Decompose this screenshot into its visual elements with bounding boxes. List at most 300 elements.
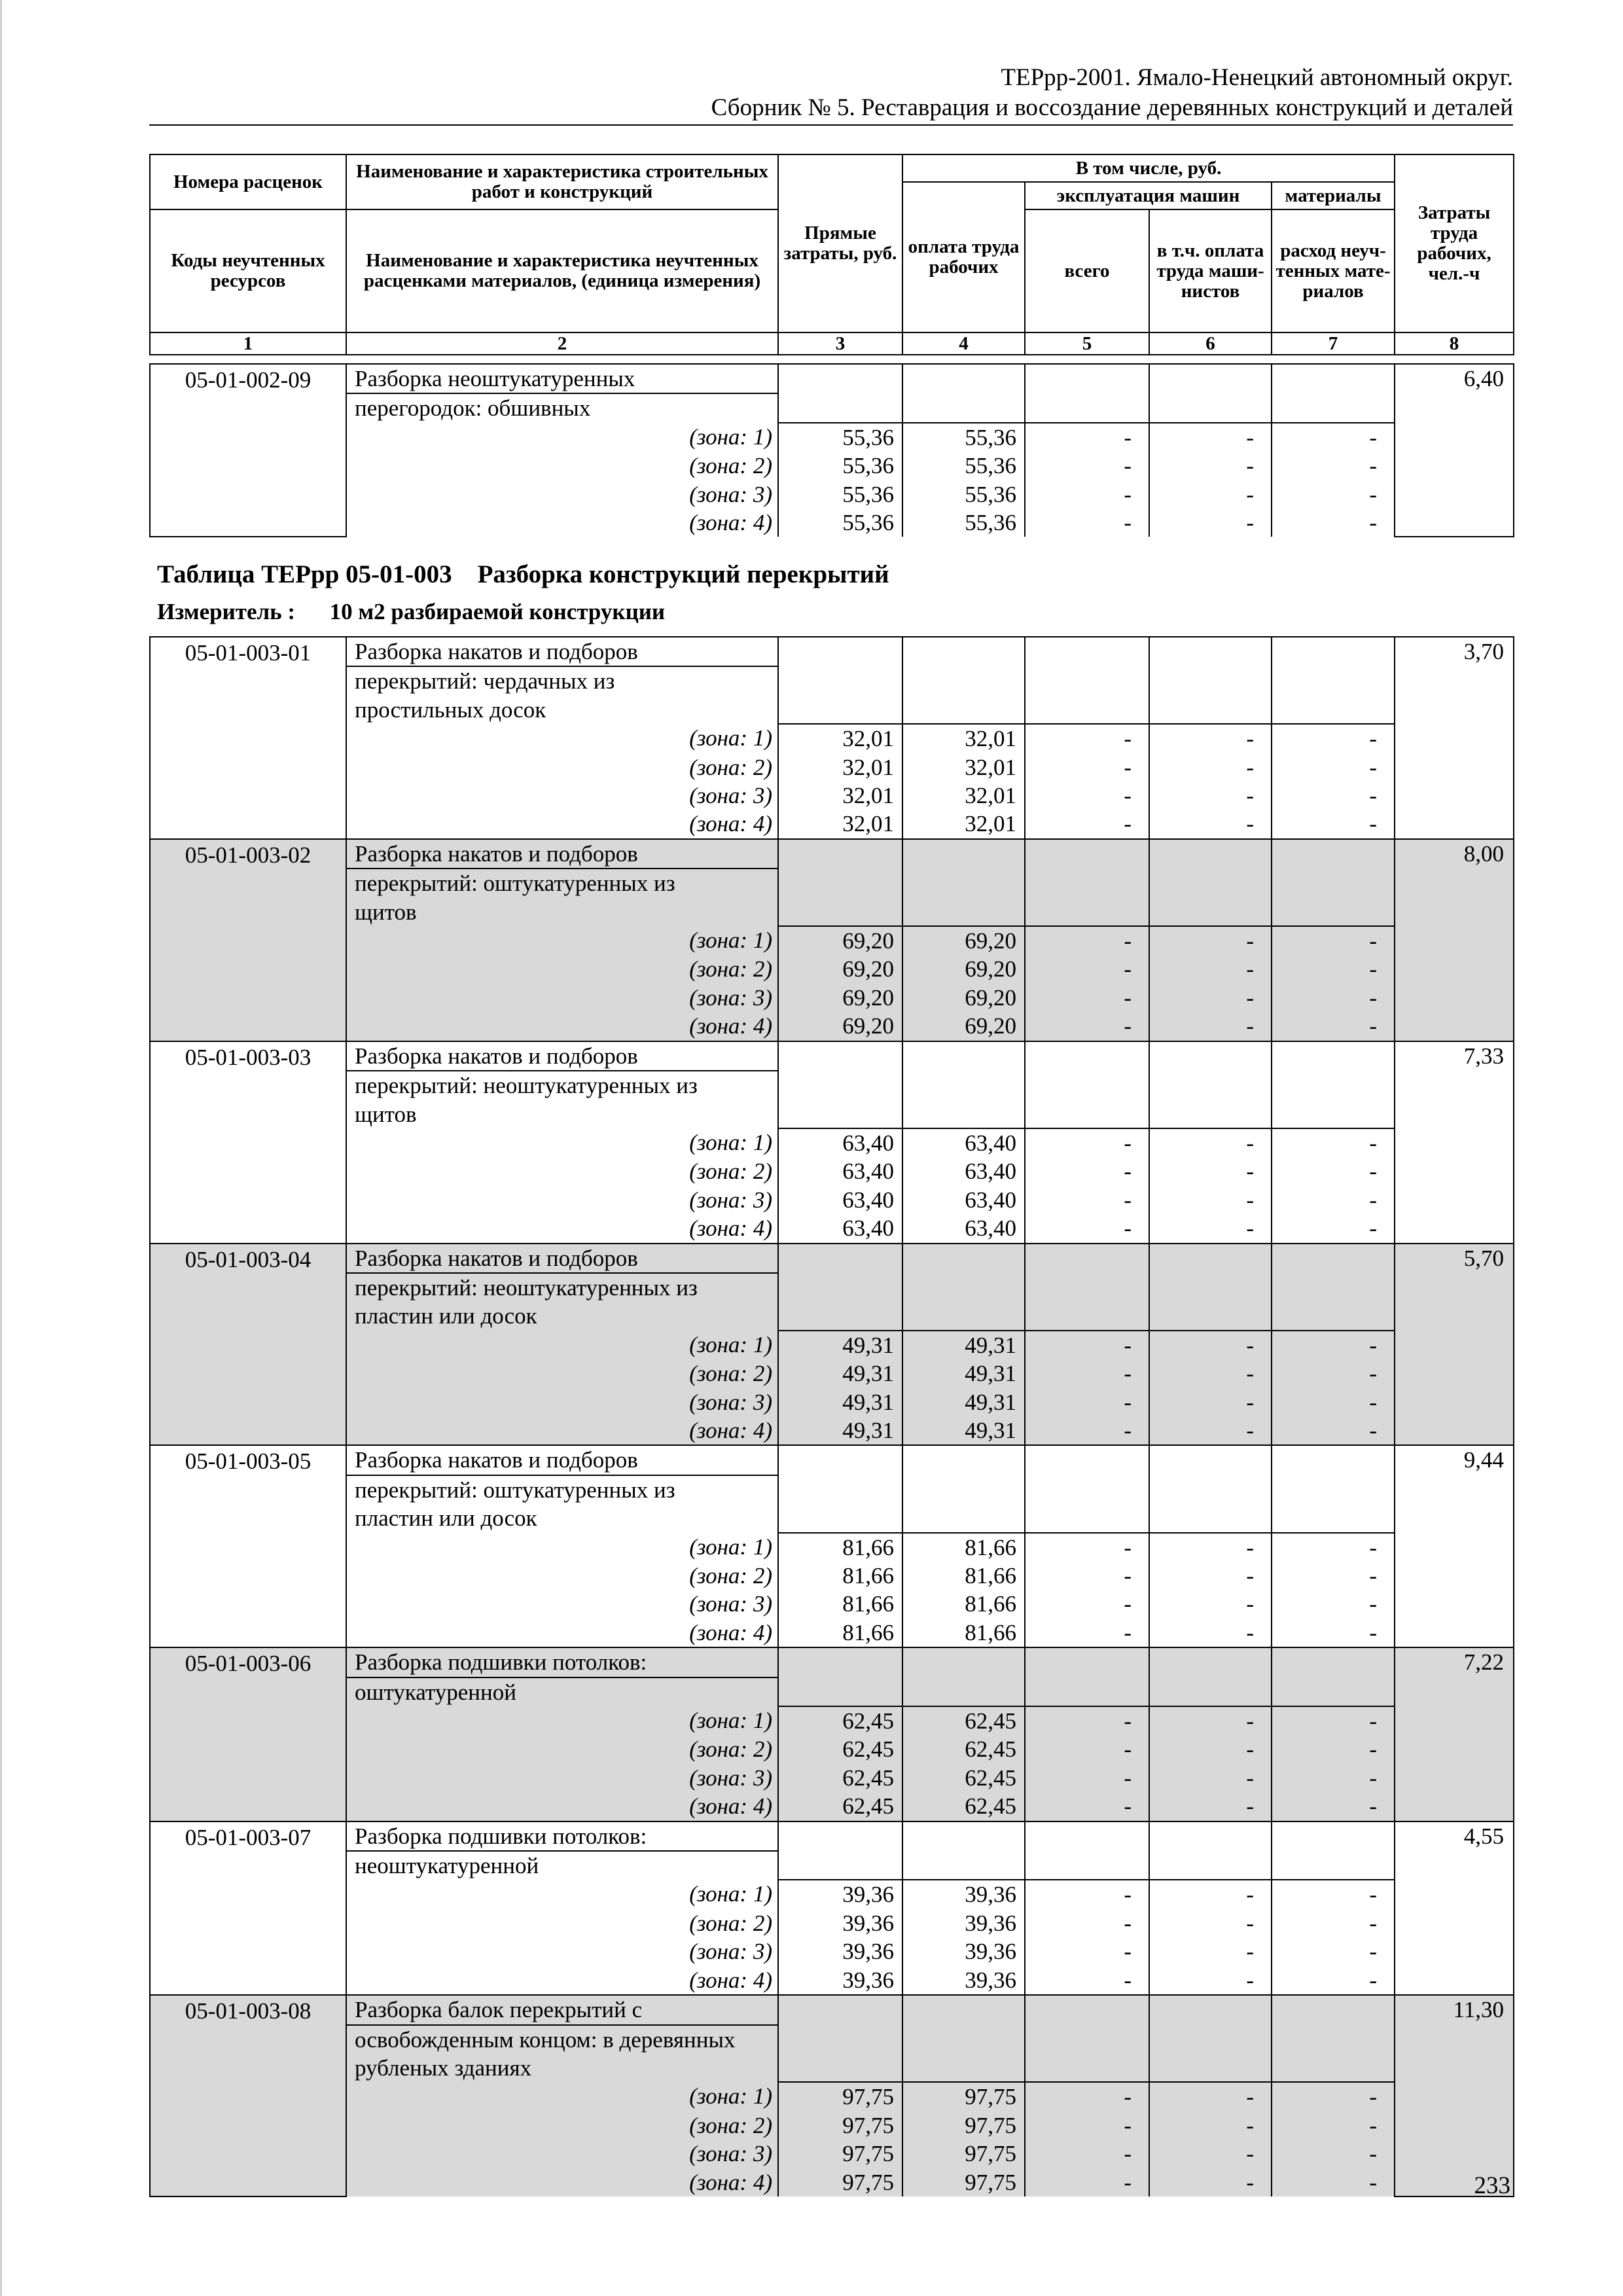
material-cell bbox=[1272, 1647, 1395, 1706]
direct-cost: 49,31 bbox=[778, 1359, 902, 1388]
machine-total-cell bbox=[1025, 1821, 1149, 1880]
wages-cell bbox=[902, 1041, 1025, 1128]
table-row bbox=[150, 1995, 1514, 2024]
material-consumption: - bbox=[1272, 724, 1395, 753]
header-line-1: ТЕРрр-2001. Ямало-Ненецкий автономный округ. bbox=[1001, 64, 1513, 91]
table-row bbox=[150, 955, 1514, 983]
machine-wages: - bbox=[1149, 1937, 1272, 1965]
direct-cost: 63,40 bbox=[778, 1214, 902, 1243]
material-consumption: - bbox=[1272, 1416, 1395, 1445]
direct-cost: 32,01 bbox=[778, 810, 902, 838]
wages: 62,45 bbox=[902, 1792, 1025, 1821]
header-including: В том числе, руб. bbox=[902, 154, 1395, 182]
wages: 62,45 bbox=[902, 1764, 1025, 1792]
direct-cost: 97,75 bbox=[778, 2082, 902, 2111]
material-consumption: - bbox=[1272, 1590, 1395, 1618]
direct-cost: 81,66 bbox=[778, 1590, 902, 1618]
rate-code: 05-01-002-09 bbox=[150, 364, 346, 537]
wages-cell bbox=[902, 1995, 1025, 2082]
machine-wages: - bbox=[1149, 1619, 1272, 1647]
rates-table-05-01-003 bbox=[149, 636, 1514, 2197]
table-row bbox=[150, 1937, 1514, 1965]
material-consumption: - bbox=[1272, 1012, 1395, 1041]
wages-cell bbox=[902, 1821, 1025, 1880]
wages: 39,36 bbox=[902, 1966, 1025, 1995]
header-wages: оплата труда рабочих bbox=[902, 182, 1025, 332]
rate-name-line: пластин или досок bbox=[346, 1302, 778, 1330]
machine-total: - bbox=[1025, 1937, 1149, 1965]
material-cell bbox=[1272, 1445, 1395, 1532]
machine-total: - bbox=[1025, 1331, 1149, 1359]
zone-label: (зона: 3) bbox=[346, 781, 778, 810]
rate-code: 05-01-003-02 bbox=[150, 839, 346, 1041]
direct-cost: 49,31 bbox=[778, 1416, 902, 1445]
material-cell bbox=[1272, 364, 1395, 423]
direct-cost: 63,40 bbox=[778, 1186, 902, 1214]
zone-label: (зона: 3) bbox=[346, 2140, 778, 2168]
direct-cost: 81,66 bbox=[778, 1619, 902, 1647]
rate-name-line: Разборка подшивки потолков: bbox=[346, 1647, 778, 1677]
zone-label: (зона: 2) bbox=[346, 1562, 778, 1590]
column-number: 5 bbox=[1025, 332, 1149, 355]
direct-cost-cell bbox=[778, 1995, 902, 2082]
labor-costs: 5,70 bbox=[1395, 1244, 1514, 1446]
machine-total: - bbox=[1025, 1416, 1149, 1445]
material-consumption: - bbox=[1272, 955, 1395, 983]
table-row bbox=[150, 1792, 1514, 1821]
table-row bbox=[150, 364, 1514, 393]
table-row bbox=[150, 1359, 1514, 1388]
table-row bbox=[150, 1735, 1514, 1763]
machine-wages-cell bbox=[1149, 839, 1272, 926]
wages: 39,36 bbox=[902, 1880, 1025, 1909]
page-edge bbox=[0, 0, 2, 2296]
table-row bbox=[150, 1880, 1514, 1909]
zone-label: (зона: 2) bbox=[346, 1909, 778, 1937]
wages: 55,36 bbox=[902, 480, 1025, 509]
direct-cost: 39,36 bbox=[778, 1909, 902, 1937]
machine-total-cell bbox=[1025, 637, 1149, 724]
machine-wages: - bbox=[1149, 2140, 1272, 2168]
machine-wages-cell bbox=[1149, 1995, 1272, 2082]
zone-label: (зона: 2) bbox=[346, 2111, 778, 2140]
direct-cost: 55,36 bbox=[778, 452, 902, 480]
material-consumption: - bbox=[1272, 1359, 1395, 1388]
rate-name-line: перекрытий: неоштукатуренных из bbox=[346, 1273, 778, 1302]
machine-total-cell bbox=[1025, 1995, 1149, 2082]
machine-wages: - bbox=[1149, 1416, 1272, 1445]
machine-wages: - bbox=[1149, 2111, 1272, 2140]
table-row bbox=[150, 423, 1514, 452]
wages: 32,01 bbox=[902, 753, 1025, 781]
table-row bbox=[150, 1533, 1514, 1562]
machine-wages: - bbox=[1149, 1214, 1272, 1243]
material-consumption: - bbox=[1272, 423, 1395, 452]
material-consumption: - bbox=[1272, 1619, 1395, 1647]
column-number: 4 bbox=[902, 332, 1025, 355]
machine-wages: - bbox=[1149, 1562, 1272, 1590]
material-consumption: - bbox=[1272, 1706, 1395, 1735]
rate-name-line: щитов bbox=[346, 1100, 778, 1128]
direct-cost-cell bbox=[778, 1041, 902, 1128]
wages: 69,20 bbox=[902, 1012, 1025, 1041]
wages-cell bbox=[902, 839, 1025, 926]
column-number: 7 bbox=[1272, 332, 1395, 355]
wages: 69,20 bbox=[902, 926, 1025, 955]
zone-label: (зона: 4) bbox=[346, 1214, 778, 1243]
rate-name-line: рубленых зданиях bbox=[346, 2054, 778, 2082]
table-row bbox=[150, 2111, 1514, 2140]
direct-cost: 49,31 bbox=[778, 1388, 902, 1416]
zone-label: (зона: 2) bbox=[346, 452, 778, 480]
zone-label: (зона: 4) bbox=[346, 2168, 778, 2197]
machine-wages: - bbox=[1149, 984, 1272, 1012]
machine-wages: - bbox=[1149, 926, 1272, 955]
material-consumption: - bbox=[1272, 1880, 1395, 1909]
material-consumption: - bbox=[1272, 2082, 1395, 2111]
wages-cell bbox=[902, 1445, 1025, 1532]
material-consumption: - bbox=[1272, 1214, 1395, 1243]
zone-label: (зона: 1) bbox=[346, 1128, 778, 1157]
direct-cost: 55,36 bbox=[778, 509, 902, 537]
machine-wages: - bbox=[1149, 1533, 1272, 1562]
table-row bbox=[150, 1706, 1514, 1735]
table-row bbox=[150, 1157, 1514, 1185]
material-consumption: - bbox=[1272, 1764, 1395, 1792]
machine-wages-cell bbox=[1149, 637, 1272, 724]
table-row bbox=[150, 810, 1514, 838]
labor-costs: 7,22 bbox=[1395, 1647, 1514, 1821]
wages: 49,31 bbox=[902, 1416, 1025, 1445]
column-header-table bbox=[149, 154, 1514, 355]
wages: 69,20 bbox=[902, 955, 1025, 983]
zone-label: (зона: 4) bbox=[346, 810, 778, 838]
machine-wages: - bbox=[1149, 1590, 1272, 1618]
machine-wages: - bbox=[1149, 509, 1272, 537]
machine-wages: - bbox=[1149, 452, 1272, 480]
table-row bbox=[150, 1590, 1514, 1618]
machine-total: - bbox=[1025, 1880, 1149, 1909]
table-title: Таблица ТЕРрр 05-01-003 Разборка конструкций перекрытий bbox=[157, 560, 889, 588]
machine-wages: - bbox=[1149, 1735, 1272, 1763]
machine-wages-cell bbox=[1149, 1647, 1272, 1706]
wages: 49,31 bbox=[902, 1388, 1025, 1416]
wages-cell bbox=[902, 1647, 1025, 1706]
material-cell bbox=[1272, 1995, 1395, 2082]
zone-label: (зона: 1) bbox=[346, 1706, 778, 1735]
wages-cell bbox=[902, 637, 1025, 724]
rate-name-line: Разборка накатов и подборов bbox=[346, 839, 778, 869]
wages: 69,20 bbox=[902, 984, 1025, 1012]
machine-total: - bbox=[1025, 984, 1149, 1012]
machine-total: - bbox=[1025, 1966, 1149, 1995]
direct-cost-cell bbox=[778, 1647, 902, 1706]
material-consumption: - bbox=[1272, 1562, 1395, 1590]
header-rate-numbers: Номера расценок bbox=[150, 154, 346, 209]
machine-total: - bbox=[1025, 1706, 1149, 1735]
machine-total: - bbox=[1025, 423, 1149, 452]
material-cell bbox=[1272, 1041, 1395, 1128]
machine-total: - bbox=[1025, 1388, 1149, 1416]
machine-total: - bbox=[1025, 1909, 1149, 1937]
direct-cost: 69,20 bbox=[778, 984, 902, 1012]
rate-name-line: Разборка балок перекрытий с bbox=[346, 1995, 778, 2024]
machine-total: - bbox=[1025, 1735, 1149, 1763]
direct-cost: 39,36 bbox=[778, 1937, 902, 1965]
rate-name-line: Разборка накатов и подборов bbox=[346, 637, 778, 666]
material-consumption: - bbox=[1272, 2168, 1395, 2197]
machine-wages: - bbox=[1149, 2082, 1272, 2111]
machine-wages-cell bbox=[1149, 1041, 1272, 1128]
direct-cost: 55,36 bbox=[778, 423, 902, 452]
direct-cost: 69,20 bbox=[778, 955, 902, 983]
material-cell bbox=[1272, 839, 1395, 926]
table-row bbox=[150, 1764, 1514, 1792]
zone-label: (зона: 2) bbox=[346, 1735, 778, 1763]
machine-total: - bbox=[1025, 955, 1149, 983]
rate-name-line: пластин или досок bbox=[346, 1504, 778, 1532]
table-row bbox=[150, 1562, 1514, 1590]
machine-total-cell bbox=[1025, 1445, 1149, 1532]
column-number: 6 bbox=[1149, 332, 1272, 355]
machine-wages: - bbox=[1149, 1764, 1272, 1792]
wages: 39,36 bbox=[902, 1909, 1025, 1937]
direct-cost-cell bbox=[778, 1821, 902, 1880]
table-row bbox=[150, 2082, 1514, 2111]
labor-costs: 4,55 bbox=[1395, 1821, 1514, 1995]
table-row bbox=[150, 2168, 1514, 2197]
material-consumption: - bbox=[1272, 452, 1395, 480]
wages: 39,36 bbox=[902, 1937, 1025, 1965]
labor-costs: 7,33 bbox=[1395, 1041, 1514, 1244]
zone-label: (зона: 3) bbox=[346, 984, 778, 1012]
table-row bbox=[150, 509, 1514, 537]
machine-wages-cell bbox=[1149, 364, 1272, 423]
machine-total: - bbox=[1025, 1792, 1149, 1821]
table-row bbox=[150, 1445, 1514, 1475]
wages-cell bbox=[902, 1244, 1025, 1331]
column-number: 3 bbox=[778, 332, 902, 355]
machine-total: - bbox=[1025, 810, 1149, 838]
machine-wages: - bbox=[1149, 1706, 1272, 1735]
wages: 32,01 bbox=[902, 810, 1025, 838]
wages: 97,75 bbox=[902, 2140, 1025, 2168]
material-consumption: - bbox=[1272, 1792, 1395, 1821]
zone-label: (зона: 4) bbox=[346, 1966, 778, 1995]
header-machine-wages: в т.ч. оплата труда маши-нистов bbox=[1149, 209, 1272, 332]
table-row bbox=[150, 1647, 1514, 1677]
machine-total-cell bbox=[1025, 364, 1149, 423]
machine-total: - bbox=[1025, 2168, 1149, 2197]
material-consumption: - bbox=[1272, 480, 1395, 509]
table-row bbox=[150, 1388, 1514, 1416]
direct-cost: 81,66 bbox=[778, 1562, 902, 1590]
rate-code: 05-01-003-01 bbox=[150, 637, 346, 839]
machine-wages: - bbox=[1149, 423, 1272, 452]
zone-label: (зона: 3) bbox=[346, 1764, 778, 1792]
machine-total: - bbox=[1025, 1186, 1149, 1214]
rate-name-line: щитов bbox=[346, 898, 778, 926]
direct-cost: 32,01 bbox=[778, 781, 902, 810]
table-row bbox=[150, 1619, 1514, 1647]
direct-cost: 49,31 bbox=[778, 1331, 902, 1359]
rate-code: 05-01-003-07 bbox=[150, 1821, 346, 1995]
machine-total: - bbox=[1025, 1533, 1149, 1562]
direct-cost: 32,01 bbox=[778, 724, 902, 753]
machine-total-cell bbox=[1025, 839, 1149, 926]
header-labor-costs: Затраты труда рабочих, чел.-ч bbox=[1395, 154, 1514, 332]
wages: 63,40 bbox=[902, 1186, 1025, 1214]
rate-code: 05-01-003-03 bbox=[150, 1041, 346, 1244]
machine-total: - bbox=[1025, 926, 1149, 955]
material-consumption: - bbox=[1272, 1937, 1395, 1965]
zone-label: (зона: 4) bbox=[346, 1792, 778, 1821]
material-consumption: - bbox=[1272, 1388, 1395, 1416]
rate-name-line: перегородок: обшивных bbox=[346, 393, 778, 422]
zone-label: (зона: 1) bbox=[346, 724, 778, 753]
machine-wages: - bbox=[1149, 955, 1272, 983]
wages: 32,01 bbox=[902, 724, 1025, 753]
table-meter: Измеритель : 10 м2 разбираемой конструкции bbox=[157, 599, 666, 624]
direct-cost-cell bbox=[778, 1445, 902, 1532]
wages: 97,75 bbox=[902, 2082, 1025, 2111]
wages: 81,66 bbox=[902, 1590, 1025, 1618]
machine-wages: - bbox=[1149, 1128, 1272, 1157]
material-consumption: - bbox=[1272, 1533, 1395, 1562]
table-row bbox=[150, 1821, 1514, 1851]
direct-cost: 69,20 bbox=[778, 926, 902, 955]
material-cell bbox=[1272, 637, 1395, 724]
wages: 49,31 bbox=[902, 1359, 1025, 1388]
labor-costs: 8,00 bbox=[1395, 839, 1514, 1041]
material-consumption: - bbox=[1272, 1186, 1395, 1214]
zone-label: (зона: 1) bbox=[346, 1331, 778, 1359]
machine-wages: - bbox=[1149, 1909, 1272, 1937]
rate-name-line: перекрытий: оштукатуренных из bbox=[346, 1475, 778, 1504]
machine-total: - bbox=[1025, 1764, 1149, 1792]
wages: 63,40 bbox=[902, 1157, 1025, 1185]
rate-name-line: Разборка накатов и подборов bbox=[346, 1445, 778, 1475]
header-material-name: Наименование и характеристика неучтенных расценками материалов, (единица измерения) bbox=[346, 209, 778, 332]
wages: 32,01 bbox=[902, 781, 1025, 810]
direct-cost-cell bbox=[778, 839, 902, 926]
material-cell bbox=[1272, 1244, 1395, 1331]
zone-label: (зона: 3) bbox=[346, 1590, 778, 1618]
machine-wages: - bbox=[1149, 1331, 1272, 1359]
material-consumption: - bbox=[1272, 753, 1395, 781]
machine-total-cell bbox=[1025, 1647, 1149, 1706]
wages: 81,66 bbox=[902, 1619, 1025, 1647]
column-number: 8 bbox=[1395, 332, 1514, 355]
machine-total: - bbox=[1025, 2082, 1149, 2111]
rate-name-line: Разборка накатов и подборов bbox=[346, 1244, 778, 1273]
zone-label: (зона: 1) bbox=[346, 1533, 778, 1562]
machine-wages: - bbox=[1149, 1880, 1272, 1909]
rate-name-line: Разборка подшивки потолков: bbox=[346, 1821, 778, 1851]
table-row bbox=[150, 753, 1514, 781]
header-materials: материалы bbox=[1272, 182, 1395, 209]
rate-name-line: освобожденным концом: в деревянных bbox=[346, 2025, 778, 2054]
direct-cost: 39,36 bbox=[778, 1880, 902, 1909]
zone-label: (зона: 1) bbox=[346, 423, 778, 452]
rate-name-line: Разборка неоштукатуренных bbox=[346, 364, 778, 393]
wages: 81,66 bbox=[902, 1533, 1025, 1562]
header-machine-total: всего bbox=[1025, 209, 1149, 332]
direct-cost: 97,75 bbox=[778, 2111, 902, 2140]
labor-costs: 9,44 bbox=[1395, 1445, 1514, 1647]
machine-total-cell bbox=[1025, 1041, 1149, 1128]
direct-cost: 62,45 bbox=[778, 1706, 902, 1735]
zone-label: (зона: 2) bbox=[346, 1359, 778, 1388]
material-cell bbox=[1272, 1821, 1395, 1880]
zone-label: (зона: 3) bbox=[346, 1186, 778, 1214]
machine-wages: - bbox=[1149, 781, 1272, 810]
zone-label: (зона: 4) bbox=[346, 509, 778, 537]
machine-total-cell bbox=[1025, 1244, 1149, 1331]
direct-cost: 55,36 bbox=[778, 480, 902, 509]
rate-code: 05-01-003-04 bbox=[150, 1244, 346, 1446]
running-header bbox=[711, 63, 1513, 123]
labor-costs: 3,70 bbox=[1395, 637, 1514, 839]
table-row bbox=[150, 480, 1514, 509]
material-consumption: - bbox=[1272, 2111, 1395, 2140]
labor-costs: 11,30 bbox=[1395, 1995, 1514, 2197]
table-row bbox=[150, 1012, 1514, 1041]
direct-cost: 97,75 bbox=[778, 2168, 902, 2197]
header-direct-costs: Прямые затраты, руб. bbox=[778, 154, 902, 332]
machine-wages: - bbox=[1149, 1388, 1272, 1416]
machine-wages-cell bbox=[1149, 1244, 1272, 1331]
wages: 97,75 bbox=[902, 2168, 1025, 2197]
material-consumption: - bbox=[1272, 1128, 1395, 1157]
table-row bbox=[150, 637, 1514, 666]
machine-wages: - bbox=[1149, 480, 1272, 509]
material-consumption: - bbox=[1272, 1909, 1395, 1937]
material-consumption: - bbox=[1272, 781, 1395, 810]
machine-total: - bbox=[1025, 781, 1149, 810]
machine-wages: - bbox=[1149, 1792, 1272, 1821]
table-row bbox=[150, 839, 1514, 869]
table-row bbox=[150, 1966, 1514, 1995]
wages: 55,36 bbox=[902, 452, 1025, 480]
rate-name-line: перекрытий: неоштукатуренных из bbox=[346, 1071, 778, 1100]
machine-wages: - bbox=[1149, 1012, 1272, 1041]
zone-label: (зона: 3) bbox=[346, 1388, 778, 1416]
zone-label: (зона: 3) bbox=[346, 480, 778, 509]
zone-label: (зона: 2) bbox=[346, 955, 778, 983]
machine-wages: - bbox=[1149, 810, 1272, 838]
rate-code: 05-01-003-06 bbox=[150, 1647, 346, 1821]
direct-cost: 63,40 bbox=[778, 1157, 902, 1185]
direct-cost: 81,66 bbox=[778, 1533, 902, 1562]
material-consumption: - bbox=[1272, 810, 1395, 838]
table-row bbox=[150, 724, 1514, 753]
zone-label: (зона: 4) bbox=[346, 1619, 778, 1647]
table-row bbox=[150, 1331, 1514, 1359]
material-consumption: - bbox=[1272, 2140, 1395, 2168]
machine-total: - bbox=[1025, 1590, 1149, 1618]
table-row bbox=[150, 984, 1514, 1012]
rate-code: 05-01-003-05 bbox=[150, 1445, 346, 1647]
header-line-2: Сборник № 5. Реставрация и воссоздание деревянных конструкций и деталей bbox=[711, 94, 1513, 121]
machine-wages: - bbox=[1149, 2168, 1272, 2197]
machine-total: - bbox=[1025, 724, 1149, 753]
labor-costs: 6,40 bbox=[1395, 364, 1514, 537]
wages-cell bbox=[902, 364, 1025, 423]
machine-wages: - bbox=[1149, 1966, 1272, 1995]
direct-cost: 97,75 bbox=[778, 2140, 902, 2168]
material-consumption: - bbox=[1272, 984, 1395, 1012]
